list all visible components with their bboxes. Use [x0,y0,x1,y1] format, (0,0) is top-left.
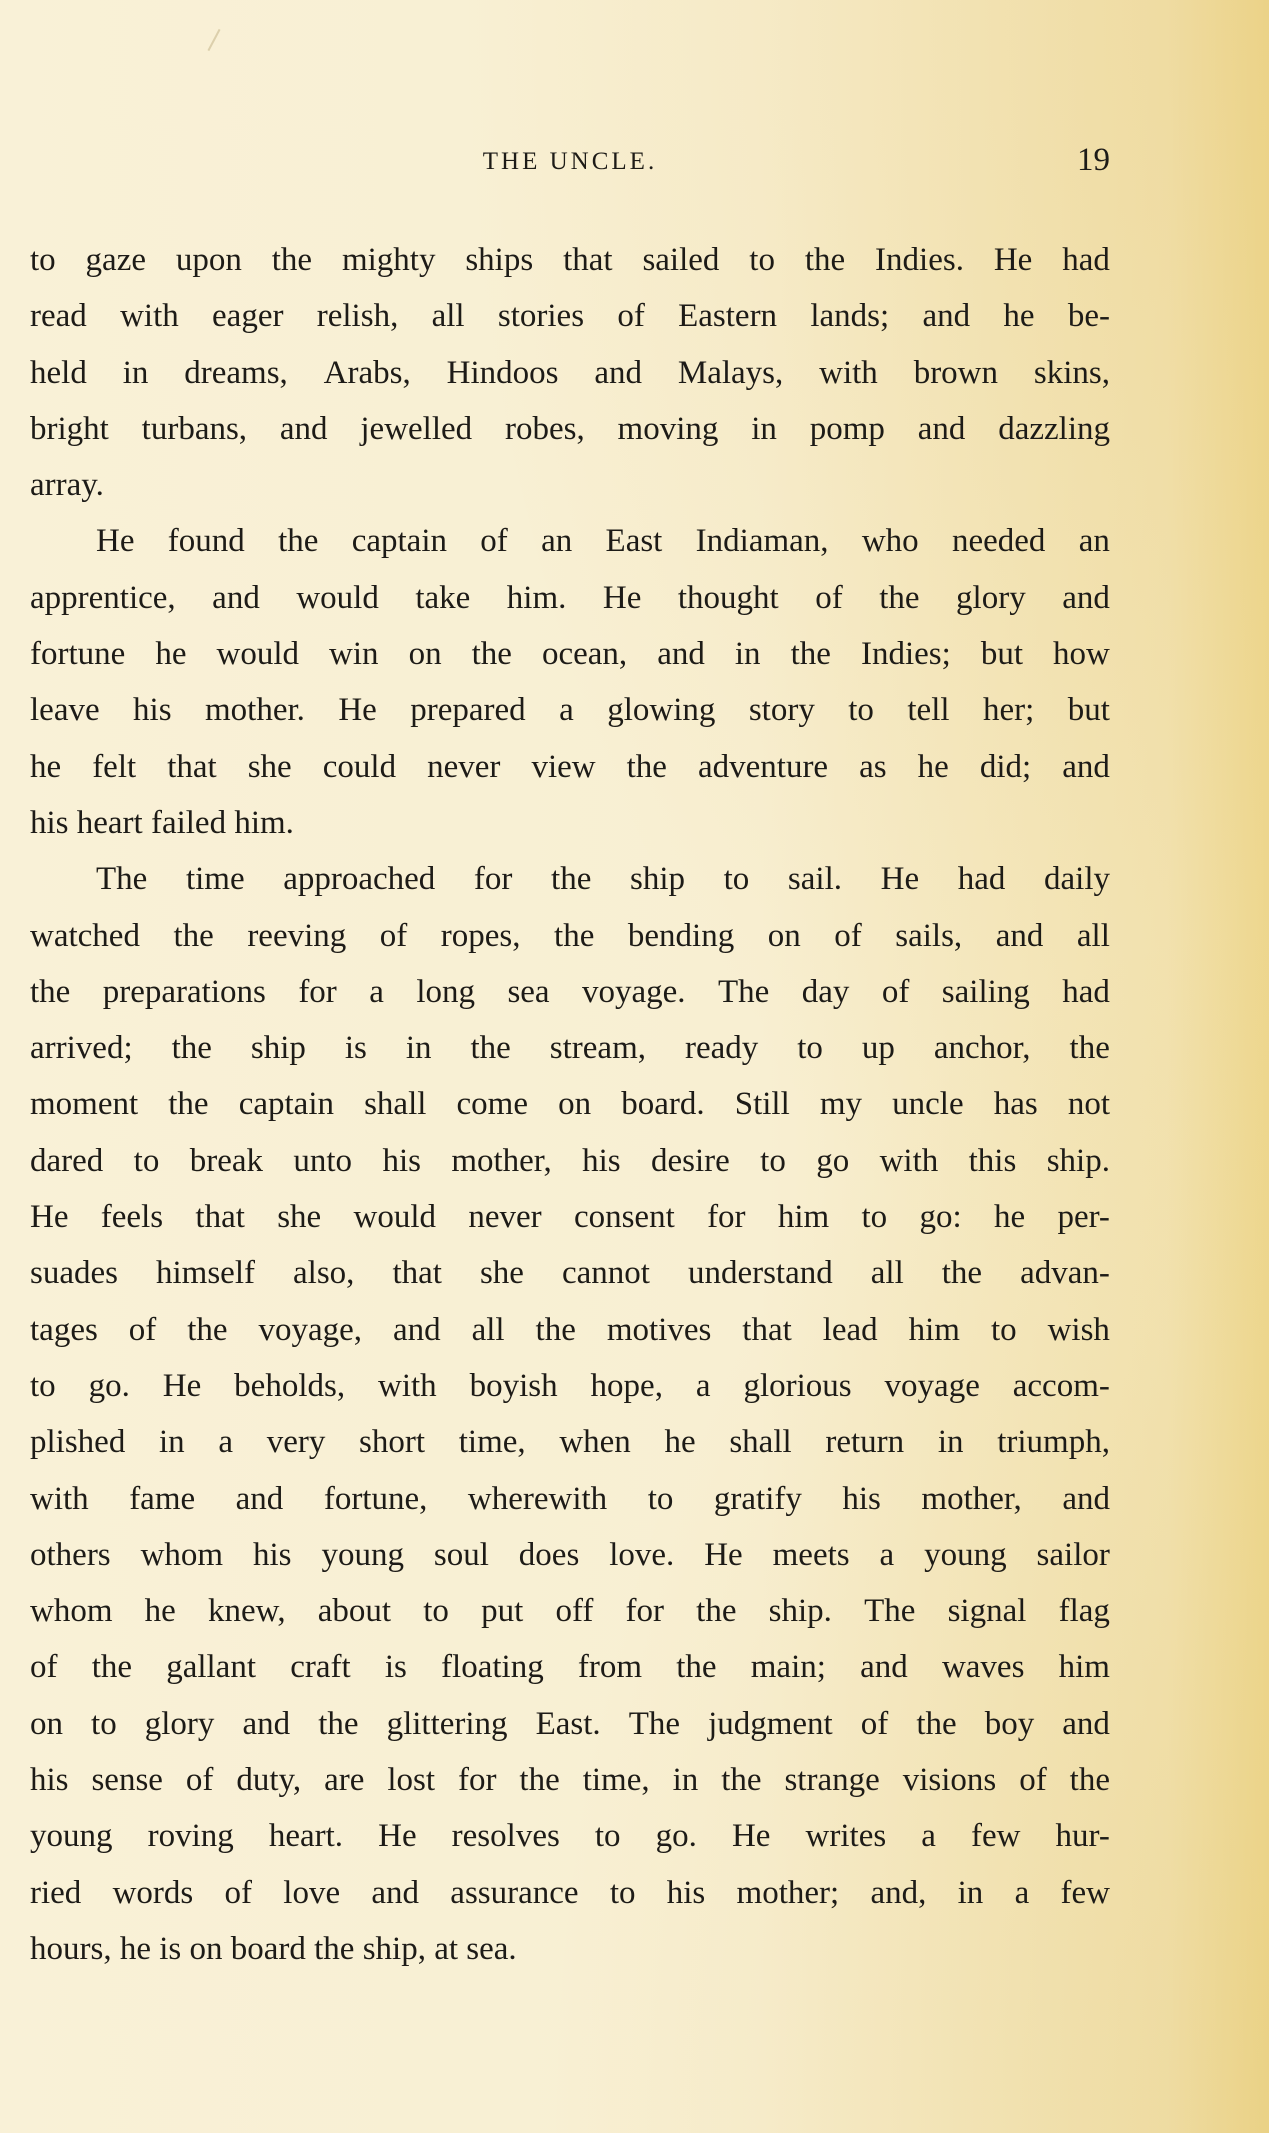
paragraph-1 [30,232,1110,513]
page-header [30,142,1110,182]
body-text [30,232,1110,1977]
text-line: He found the captain of an East Indiaman, who needed an [96,523,1110,560]
running-head: THE UNCLE. [482,148,658,175]
text-line: with fame and fortune, wherewith to gratify his mother, and [30,1480,1110,1517]
text-line: read with eager relish, all stories of Eastern lands; and he be- [30,298,1110,335]
text-line: suades himself also, that she cannot understand all the advan- [30,1255,1110,1292]
text-line: dared to break unto his mother, his desire to go with this ship. [30,1142,1110,1179]
text-line: ried words of love and assurance to his mother; and, in a few [30,1874,1110,1911]
text-line: The time approached for the ship to sail. He had daily [96,861,1110,898]
text-line: plished in a very short time, when he shall return in triumph, [30,1424,1110,1461]
text-line: whom he knew, about to put off for the ship. The signal flag [30,1593,1110,1630]
paper-mark [207,29,220,51]
text-line: to go. He beholds, with boyish hope, a glorious voyage accom- [30,1367,1110,1404]
text-line: fortune he would win on the ocean, and in the Indies; but how [30,636,1110,673]
text-line: tages of the voyage, and all the motives that lead him to wish [30,1311,1110,1348]
text-line: bright turbans, and jewelled robes, moving in pomp and dazzling [30,410,1110,447]
text-line: hours, he is on board the ship, at sea. [30,1930,517,1967]
text-line: array. [30,467,104,504]
text-line: arrived; the ship is in the stream, ready to up anchor, the [30,1030,1110,1067]
text-line: his heart failed him. [30,804,294,841]
text-line: He feels that she would never consent for him to go: he per- [30,1199,1110,1236]
text-line: leave his mother. He prepared a glowing story to tell her; but [30,692,1110,729]
text-line: others whom his young soul does love. He meets a young sailor [30,1536,1110,1573]
text-line: he felt that she could never view the adventure as he did; and [30,748,1110,785]
text-line: held in dreams, Arabs, Hindoos and Malays, with brown skins, [30,354,1110,391]
text-line: the preparations for a long sea voyage. The day of sailing had [30,973,1110,1010]
paragraph-3 [30,851,1110,1977]
text-line: on to glory and the glittering East. The judgment of the boy and [30,1705,1110,1742]
text-line: his sense of duty, are lost for the time, in the strange visions of the [30,1762,1110,1799]
text-line: moment the captain shall come on board. Still my uncle has not [30,1086,1110,1123]
text-line: to gaze upon the mighty ships that sailed to the Indies. He had [30,242,1110,278]
text-line: apprentice, and would take him. He thought of the glory and [30,579,1110,616]
paragraph-2 [30,513,1110,851]
page-number: 19 [1077,142,1110,178]
text-line: watched the reeving of ropes, the bending on of sails, and all [30,917,1110,954]
text-line: of the gallant craft is floating from the main; and waves him [30,1649,1110,1686]
text-line: young roving heart. He resolves to go. He writes a few hur- [30,1818,1110,1855]
